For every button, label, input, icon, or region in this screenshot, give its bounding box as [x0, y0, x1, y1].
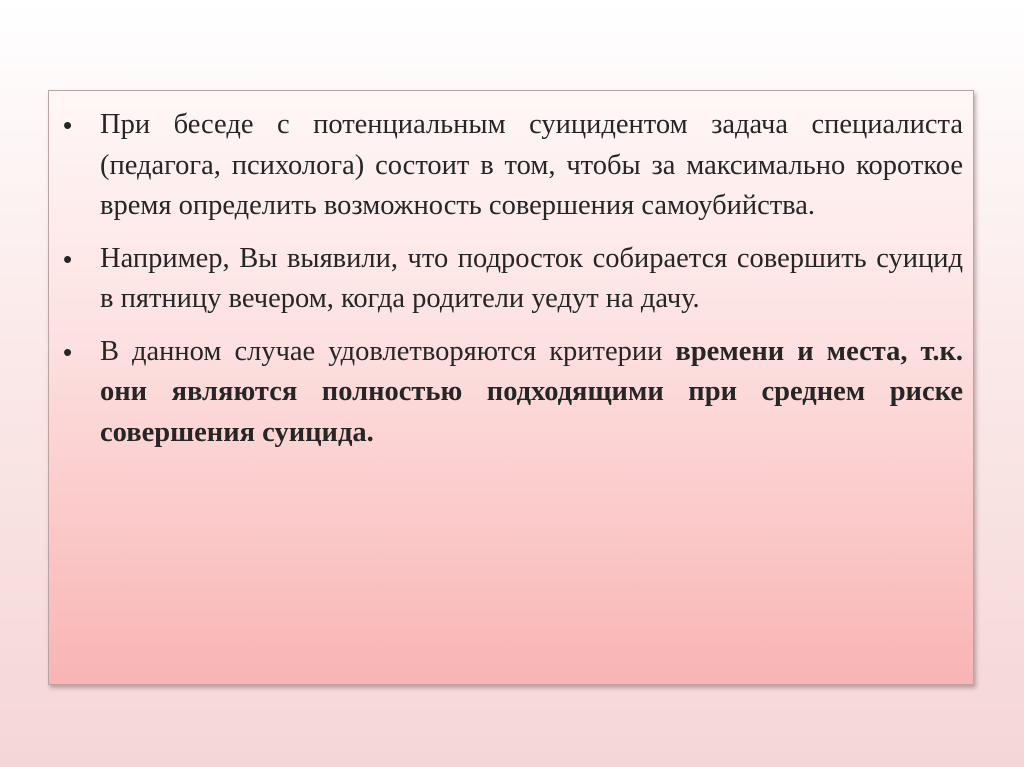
bullet-list: [57, 105, 963, 453]
content-textbox: [48, 90, 974, 685]
bullet-item-3: [57, 332, 963, 454]
bullet-marker: •: [63, 336, 73, 367]
bullet-text: В данном случае удовлетворяются критерии: [100, 335, 676, 367]
bullet-text: При беседе с потенциальным суицидентом задача специалиста (педагога, психолога) состоит в том, чтобы за максимально короткое время определить возможность совершения самоубийства.: [100, 109, 963, 221]
bullet-marker: •: [63, 110, 73, 140]
bullet-item-2: [57, 239, 963, 320]
bullet-item-1: [57, 105, 963, 227]
bullet-text: Например, Вы выявили, что подросток собирается совершить суицид в пятницу вечером, когда родители уедут на дачу.: [100, 242, 963, 314]
bullet-bold-text: времени и места, т.к. они являются полностью подходящими при среднем риске совершения суицида.: [100, 335, 964, 448]
bullet-marker: •: [63, 243, 73, 274]
